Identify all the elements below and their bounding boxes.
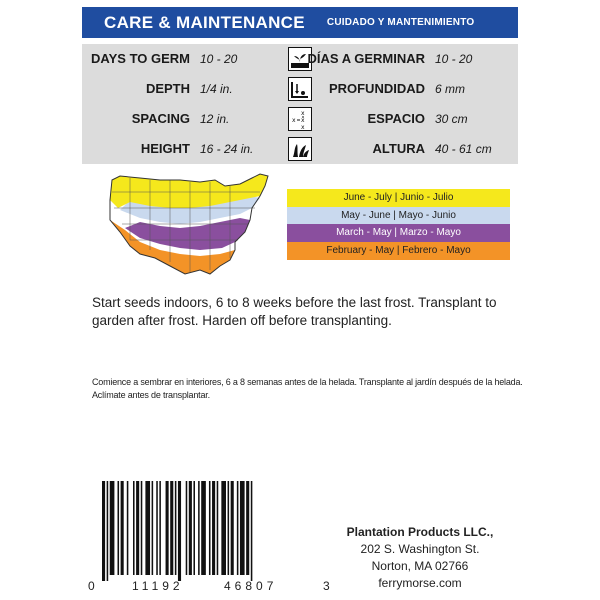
value-es: 40 - 61 cm: [435, 142, 492, 156]
label-en: SPACING: [131, 111, 190, 126]
height-icon: [288, 137, 312, 161]
label-en: HEIGHT: [140, 141, 190, 156]
barcode-bar: [166, 481, 169, 575]
barcode-lead-digit: 0: [88, 579, 95, 593]
barcode-bar: [118, 481, 120, 575]
barcode-bar: [175, 481, 177, 575]
barcode-bar: [209, 481, 211, 575]
label-es: DÍAS A GERMINAR: [307, 51, 425, 66]
value-es: 10 - 20: [435, 52, 473, 66]
row-height: [82, 134, 518, 164]
svg-text:x: x: [301, 124, 305, 130]
value-es: 30 cm: [435, 112, 468, 126]
company-street: 202 S. Washington St.: [360, 542, 480, 556]
barcode-bar: [251, 481, 253, 581]
barcode-bar: [198, 481, 200, 575]
row-days-to-germ: [82, 44, 518, 74]
header-title-en: CARE & MAINTENANCE: [104, 12, 305, 32]
header-title-es: CUIDADO Y MANTENIMIENTO: [326, 17, 475, 28]
barcode-bar: [107, 481, 109, 581]
barcode-bar: [189, 481, 192, 575]
zone-band-light-blue: May - June | Mayo - Junio: [287, 207, 510, 225]
barcode-bar: [246, 481, 249, 575]
barcode-bar: [145, 481, 150, 575]
depth-icon: [288, 77, 312, 101]
zone-band-yellow: June - July | Junio - Julio: [287, 189, 510, 207]
company-city: Norton, MA 02766: [371, 559, 469, 573]
label-en: DAYS TO GERM: [91, 51, 190, 66]
barcode-bar: [217, 481, 219, 575]
barcode-bar: [141, 481, 143, 575]
value-es: 6 mm: [435, 82, 465, 96]
svg-text:x: x: [301, 117, 305, 124]
company-website[interactable]: ferrymorse.com: [378, 576, 462, 590]
barcode-bar: [186, 481, 188, 575]
value-en: 16 - 24 in.: [200, 142, 254, 156]
barcode-bar: [231, 481, 234, 575]
row-spacing: [82, 104, 518, 134]
usa-zone-map: [100, 170, 275, 280]
barcode-bar: [110, 481, 115, 575]
barcode-bar: [159, 481, 161, 575]
company-name: Plantation Products LLC.,: [346, 525, 494, 539]
value-en: 12 in.: [200, 112, 230, 126]
barcode-bar: [193, 481, 195, 575]
barcode-check-digit: 3: [323, 579, 330, 593]
barcode-bar: [121, 481, 124, 575]
barcode-bar: [152, 481, 154, 575]
instructions-en: Start seeds indoors, 6 to 8 weeks before the last frost. Transplant to garden after frost. Harden off before transplanting.: [92, 295, 497, 328]
barcode-bar: [136, 481, 139, 575]
zone-band-purple: March - May | Marzo - Mayo: [287, 224, 510, 242]
value-en: 10 - 20: [200, 52, 238, 66]
label-es: ALTURA: [372, 141, 425, 156]
barcode-bar: [228, 481, 230, 575]
label-en: DEPTH: [145, 81, 190, 96]
barcode-bar: [178, 481, 181, 581]
barcode-left-digits: 11192: [132, 579, 184, 593]
barcode-bar: [212, 481, 215, 575]
svg-text:x: x: [301, 110, 305, 117]
barcode-bar: [133, 481, 135, 575]
barcode-bar: [170, 481, 173, 575]
care-header: [82, 7, 518, 38]
svg-text:x: x: [292, 117, 296, 124]
spacing-icon: [288, 107, 312, 131]
barcode-bar: [221, 481, 226, 575]
value-en: 1/4 in.: [200, 82, 233, 96]
barcode-bar: [237, 481, 239, 575]
barcode-bar: [201, 481, 206, 575]
company-address: [340, 524, 500, 592]
barcode-bar: [156, 481, 158, 575]
barcode-bar: [102, 481, 105, 581]
barcode-right-digits: 46807: [224, 579, 278, 593]
barcode: [100, 481, 320, 581]
instructions-es: Comience a sembrar en interiores, 6 a 8 semanas antes de la helada. Transplante al jardín después de la helada. Aclímate antes de transplantar.: [92, 377, 523, 400]
label-es: ESPACIO: [367, 111, 425, 126]
barcode-bar: [240, 481, 245, 575]
row-depth: [82, 74, 518, 104]
label-es: PROFUNDIDAD: [328, 81, 425, 96]
zone-band-orange: February - May | Febrero - Mayo: [287, 242, 510, 260]
barcode-bar: [127, 481, 129, 575]
